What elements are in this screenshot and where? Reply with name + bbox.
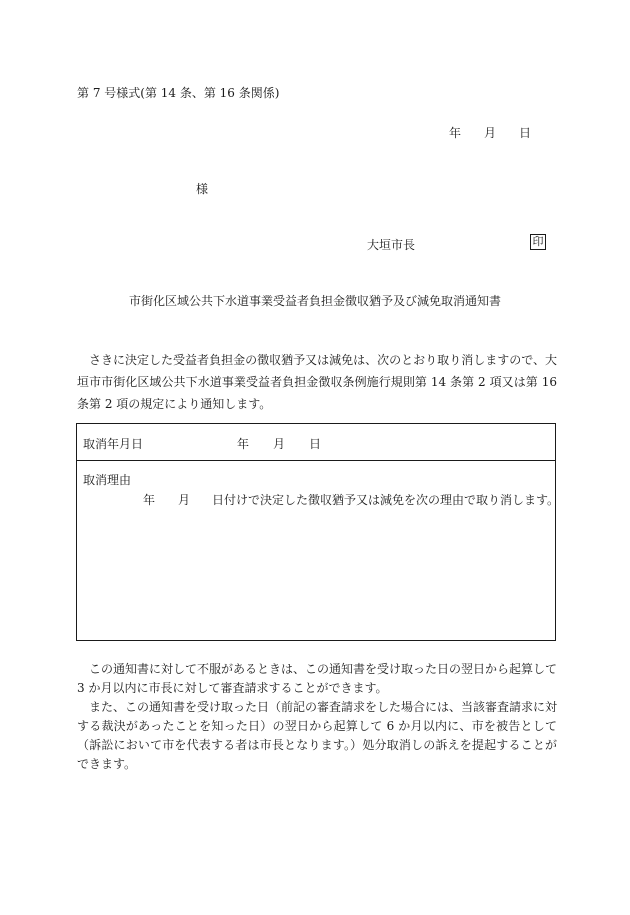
issuer-name: 大垣市長 — [367, 238, 416, 252]
cancel-date-month: 月 — [273, 437, 286, 451]
cancel-date-year: 年 — [237, 437, 250, 451]
reason-date-month: 月 — [178, 493, 191, 507]
body-paragraph: さきに決定した受益者負担金の徴収猶予又は減免は、次のとおり取り消しますので、大垣市市街化区域公共下水道事業受益者負担金徴収条例施行規則第 14 条第 2 項又は第 16 条第 2 項の規定により通知します。 — [77, 353, 557, 411]
cancel-date-row — [77, 424, 555, 461]
issue-date-day: 日 — [519, 126, 532, 140]
form-number: 第 7 号様式(第 14 条、第 16 条関係) — [77, 86, 280, 100]
cancellation-table — [76, 423, 560, 641]
appeal-notice: この通知書に対して不服があるときは、この通知書を受け取った日の翌日から起算して 3 か月以内に市長に対して審査請求することができます。 — [77, 662, 558, 695]
cancel-reason-label: 取消理由 — [83, 473, 132, 487]
addressee-suffix: 様 — [196, 182, 209, 196]
document-title: 市街化区域公共下水道事業受益者負担金徴収猶予及び減免取消通知書 — [128, 294, 501, 308]
cancel-date-label: 取消年月日 — [83, 437, 144, 451]
issue-date-month: 月 — [484, 126, 497, 140]
issue-date-year: 年 — [449, 126, 462, 140]
seal-stamp: 印 — [530, 234, 546, 250]
reason-date-year: 年 — [143, 493, 156, 507]
cancel-date-day: 日 — [309, 437, 322, 451]
issue-date — [449, 124, 531, 141]
reason-date-day-text: 日付けで決定した徴収猶予又は減免を次の理由で取り消します。 — [212, 493, 560, 507]
lawsuit-notice: また、この通知書を受け取った日（前記の審査請求をした場合には、当該審査請求に対する裁決があったことを知った日）の翌日から起算して 6 か月以内に、市を被告として（訴訟において市を代表する者は市長となります。）処分取消しの訴えを提起することができます。 — [77, 700, 558, 771]
